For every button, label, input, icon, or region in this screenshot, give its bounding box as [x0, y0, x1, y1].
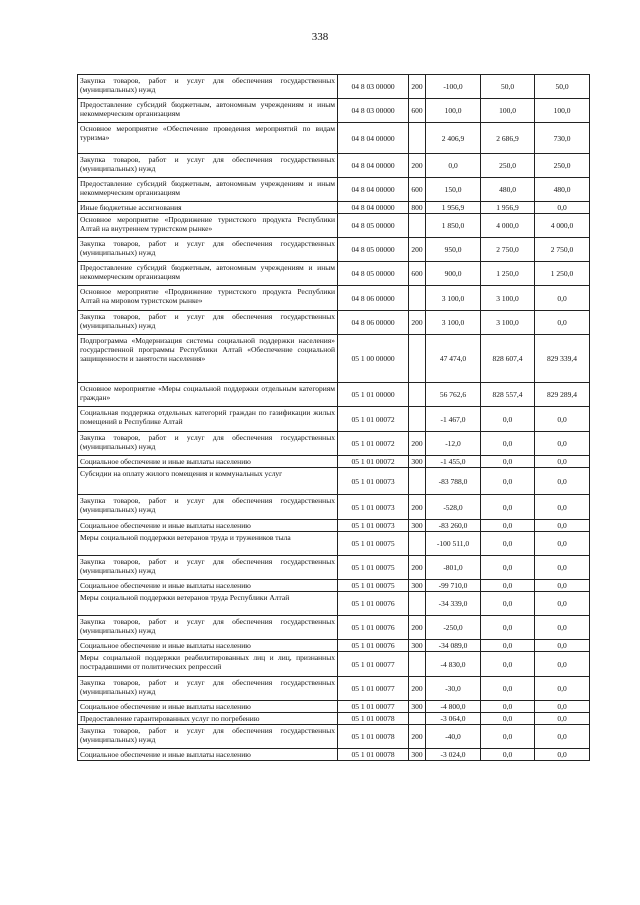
- expense-type: 200: [409, 677, 426, 701]
- amount-year-3: 0,0: [535, 456, 590, 468]
- target-code: 04 8 03 00000: [338, 75, 409, 99]
- table-row: [78, 311, 590, 335]
- row-name: Меры социальной поддержки ветеранов труда Республики Алтай: [78, 592, 338, 616]
- table-row: [78, 407, 590, 432]
- amount-year-1: -34 339,0: [426, 592, 481, 616]
- amount-year-3: 250,0: [535, 154, 590, 178]
- expense-type: 300: [409, 640, 426, 652]
- table-row: [78, 592, 590, 616]
- target-code: 05 1 00 00000: [338, 335, 409, 383]
- table-row: [78, 123, 590, 154]
- budget-table-body: [78, 75, 590, 761]
- target-code: 05 1 01 00000: [338, 383, 409, 407]
- amount-year-1: -3 064,0: [426, 713, 481, 725]
- expense-type: 600: [409, 262, 426, 286]
- amount-year-1: 1 956,9: [426, 202, 481, 214]
- amount-year-3: 50,0: [535, 75, 590, 99]
- table-row: [78, 495, 590, 520]
- table-row: [78, 532, 590, 556]
- amount-year-3: 0,0: [535, 713, 590, 725]
- target-code: 05 1 01 00075: [338, 532, 409, 556]
- row-name: Иные бюджетные ассигнования: [78, 202, 338, 214]
- table-row: [78, 749, 590, 761]
- row-name: Закупка товаров, работ и услуг для обеспечения государственных (муниципальных) нужд: [78, 75, 338, 99]
- amount-year-1: 150,0: [426, 178, 481, 202]
- expense-type: [409, 286, 426, 311]
- expense-type: [409, 652, 426, 677]
- table-row: [78, 652, 590, 677]
- amount-year-3: 0,0: [535, 202, 590, 214]
- amount-year-3: 0,0: [535, 725, 590, 749]
- amount-year-1: -528,0: [426, 495, 481, 520]
- row-name: Закупка товаров, работ и услуг для обеспечения государственных (муниципальных) нужд: [78, 556, 338, 580]
- amount-year-1: -99 710,0: [426, 580, 481, 592]
- amount-year-3: 0,0: [535, 580, 590, 592]
- amount-year-2: 2 750,0: [481, 238, 535, 262]
- amount-year-2: 1 956,9: [481, 202, 535, 214]
- amount-year-1: -801,0: [426, 556, 481, 580]
- expense-type: 200: [409, 154, 426, 178]
- expense-type: [409, 468, 426, 495]
- expense-type: 300: [409, 701, 426, 713]
- row-name: Основное мероприятие «Обеспечение проведения мероприятий по видам туризма»: [78, 123, 338, 154]
- target-code: 04 8 04 00000: [338, 178, 409, 202]
- amount-year-1: -4 800,0: [426, 701, 481, 713]
- amount-year-1: -40,0: [426, 725, 481, 749]
- amount-year-2: 2 686,9: [481, 123, 535, 154]
- amount-year-2: 0,0: [481, 677, 535, 701]
- amount-year-2: 0,0: [481, 456, 535, 468]
- amount-year-3: 1 250,0: [535, 262, 590, 286]
- expense-type: 300: [409, 456, 426, 468]
- target-code: 04 8 06 00000: [338, 311, 409, 335]
- amount-year-2: 50,0: [481, 75, 535, 99]
- amount-year-3: 0,0: [535, 532, 590, 556]
- amount-year-2: 0,0: [481, 616, 535, 640]
- expense-type: 200: [409, 238, 426, 262]
- row-name: Закупка товаров, работ и услуг для обеспечения государственных (муниципальных) нужд: [78, 677, 338, 701]
- amount-year-1: 1 850,0: [426, 214, 481, 238]
- amount-year-2: 828 607,4: [481, 335, 535, 383]
- expense-type: 200: [409, 432, 426, 456]
- expense-type: 200: [409, 311, 426, 335]
- amount-year-3: 0,0: [535, 468, 590, 495]
- table-row: [78, 677, 590, 701]
- target-code: 05 1 01 00078: [338, 713, 409, 725]
- target-code: 05 1 01 00078: [338, 725, 409, 749]
- amount-year-3: 0,0: [535, 749, 590, 761]
- amount-year-1: -12,0: [426, 432, 481, 456]
- table-row: [78, 286, 590, 311]
- amount-year-2: 3 100,0: [481, 311, 535, 335]
- table-row: [78, 214, 590, 238]
- amount-year-3: 829 339,4: [535, 335, 590, 383]
- amount-year-3: 0,0: [535, 640, 590, 652]
- table-row: [78, 456, 590, 468]
- amount-year-1: 2 406,9: [426, 123, 481, 154]
- expense-type: 300: [409, 580, 426, 592]
- table-row: [78, 713, 590, 725]
- amount-year-2: 0,0: [481, 468, 535, 495]
- row-name: Предоставление субсидий бюджетным, автономным учреждениям и иным некоммерческим организациям: [78, 178, 338, 202]
- amount-year-3: 0,0: [535, 520, 590, 532]
- expense-type: [409, 214, 426, 238]
- budget-table: [77, 74, 590, 761]
- amount-year-3: 0,0: [535, 556, 590, 580]
- target-code: 04 8 04 00000: [338, 202, 409, 214]
- amount-year-1: -100,0: [426, 75, 481, 99]
- amount-year-3: 0,0: [535, 616, 590, 640]
- amount-year-3: 0,0: [535, 592, 590, 616]
- target-code: 05 1 01 00078: [338, 749, 409, 761]
- table-row: [78, 725, 590, 749]
- table-row: [78, 238, 590, 262]
- amount-year-3: 0,0: [535, 677, 590, 701]
- row-name: Предоставление субсидий бюджетным, автономным учреждениям и иным некоммерческим организациям: [78, 262, 338, 286]
- amount-year-2: 100,0: [481, 99, 535, 123]
- expense-type: [409, 123, 426, 154]
- amount-year-2: 0,0: [481, 407, 535, 432]
- page-number: 338: [311, 31, 329, 43]
- amount-year-2: 0,0: [481, 725, 535, 749]
- target-code: 04 8 05 00000: [338, 238, 409, 262]
- row-name: Закупка товаров, работ и услуг для обеспечения государственных (муниципальных) нужд: [78, 495, 338, 520]
- amount-year-1: 100,0: [426, 99, 481, 123]
- amount-year-1: -1 467,0: [426, 407, 481, 432]
- table-row: [78, 556, 590, 580]
- amount-year-1: -4 830,0: [426, 652, 481, 677]
- row-name: Социальное обеспечение и иные выплаты населению: [78, 580, 338, 592]
- amount-year-2: 828 557,4: [481, 383, 535, 407]
- table-row: [78, 99, 590, 123]
- expense-type: 200: [409, 556, 426, 580]
- target-code: 05 1 01 00075: [338, 580, 409, 592]
- expense-type: 600: [409, 178, 426, 202]
- expense-type: [409, 532, 426, 556]
- row-name: Социальное обеспечение и иные выплаты населению: [78, 456, 338, 468]
- amount-year-2: 1 250,0: [481, 262, 535, 286]
- amount-year-1: -30,0: [426, 677, 481, 701]
- amount-year-2: 4 000,0: [481, 214, 535, 238]
- row-name: Основное мероприятие «Продвижение туристского продукта Республики Алтай на внутреннем туристском рынке»: [78, 214, 338, 238]
- amount-year-1: 56 762,6: [426, 383, 481, 407]
- amount-year-2: 0,0: [481, 520, 535, 532]
- table-row: [78, 640, 590, 652]
- amount-year-1: 0,0: [426, 154, 481, 178]
- row-name: Закупка товаров, работ и услуг для обеспечения государственных (муниципальных) нужд: [78, 311, 338, 335]
- amount-year-3: 0,0: [535, 701, 590, 713]
- target-code: 05 1 01 00076: [338, 592, 409, 616]
- amount-year-1: 47 474,0: [426, 335, 481, 383]
- row-name: Закупка товаров, работ и услуг для обеспечения государственных (муниципальных) нужд: [78, 432, 338, 456]
- table-row: [78, 202, 590, 214]
- row-name: Меры социальной поддержки реабилитированных лиц и лиц, признанных пострадавшими от политических репрессий: [78, 652, 338, 677]
- amount-year-1: 900,0: [426, 262, 481, 286]
- target-code: 05 1 01 00073: [338, 520, 409, 532]
- amount-year-1: 3 100,0: [426, 286, 481, 311]
- amount-year-3: 0,0: [535, 286, 590, 311]
- table-row: [78, 178, 590, 202]
- amount-year-3: 480,0: [535, 178, 590, 202]
- target-code: 05 1 01 00072: [338, 407, 409, 432]
- table-row: [78, 580, 590, 592]
- row-name: Социальное обеспечение и иные выплаты населению: [78, 701, 338, 713]
- row-name: Меры социальной поддержки ветеранов труда и тружеников тыла: [78, 532, 338, 556]
- amount-year-2: 0,0: [481, 495, 535, 520]
- amount-year-2: 0,0: [481, 432, 535, 456]
- amount-year-1: -250,0: [426, 616, 481, 640]
- amount-year-1: -83 788,0: [426, 468, 481, 495]
- amount-year-2: 0,0: [481, 532, 535, 556]
- target-code: 04 8 06 00000: [338, 286, 409, 311]
- expense-type: [409, 335, 426, 383]
- row-name: Закупка товаров, работ и услуг для обеспечения государственных (муниципальных) нужд: [78, 725, 338, 749]
- amount-year-2: 250,0: [481, 154, 535, 178]
- row-name: Предоставление гарантированных услуг по погребению: [78, 713, 338, 725]
- row-name: Подпрограмма «Модернизация системы социальной поддержки населения» государственной программы Республики Алтай «Обеспечение социальной защищенности и занятости населения»: [78, 335, 338, 383]
- amount-year-2: 0,0: [481, 701, 535, 713]
- amount-year-3: 4 000,0: [535, 214, 590, 238]
- expense-type: [409, 713, 426, 725]
- amount-year-3: 730,0: [535, 123, 590, 154]
- expense-type: 200: [409, 616, 426, 640]
- amount-year-1: -100 511,0: [426, 532, 481, 556]
- table-row: [78, 154, 590, 178]
- target-code: 04 8 05 00000: [338, 214, 409, 238]
- expense-type: [409, 592, 426, 616]
- target-code: 05 1 01 00077: [338, 652, 409, 677]
- amount-year-1: -34 089,0: [426, 640, 481, 652]
- amount-year-3: 0,0: [535, 495, 590, 520]
- target-code: 04 8 04 00000: [338, 123, 409, 154]
- amount-year-3: 0,0: [535, 652, 590, 677]
- amount-year-2: 0,0: [481, 652, 535, 677]
- table-row: [78, 432, 590, 456]
- target-code: 05 1 01 00073: [338, 495, 409, 520]
- row-name: Социальная поддержка отдельных категорий граждан по газификации жилых помещений в Республике Алтай: [78, 407, 338, 432]
- amount-year-3: 829 289,4: [535, 383, 590, 407]
- amount-year-1: -3 024,0: [426, 749, 481, 761]
- amount-year-3: 0,0: [535, 432, 590, 456]
- amount-year-2: 0,0: [481, 713, 535, 725]
- amount-year-2: 0,0: [481, 640, 535, 652]
- amount-year-1: 3 100,0: [426, 311, 481, 335]
- target-code: 05 1 01 00076: [338, 640, 409, 652]
- target-code: 04 8 05 00000: [338, 262, 409, 286]
- target-code: 05 1 01 00075: [338, 556, 409, 580]
- table-row: [78, 468, 590, 495]
- target-code: 05 1 01 00076: [338, 616, 409, 640]
- row-name: Основное мероприятие «Меры социальной поддержки отдельным категориям граждан»: [78, 383, 338, 407]
- amount-year-2: 480,0: [481, 178, 535, 202]
- table-row: [78, 335, 590, 383]
- amount-year-3: 100,0: [535, 99, 590, 123]
- row-name: Закупка товаров, работ и услуг для обеспечения государственных (муниципальных) нужд: [78, 154, 338, 178]
- table-row: [78, 75, 590, 99]
- row-name: Основное мероприятие «Продвижение туристского продукта Республики Алтай на мировом туристском рынке»: [78, 286, 338, 311]
- expense-type: 600: [409, 99, 426, 123]
- target-code: 05 1 01 00077: [338, 701, 409, 713]
- amount-year-2: 0,0: [481, 580, 535, 592]
- table-row: [78, 520, 590, 532]
- row-name: Субсидии на оплату жилого помещения и коммунальных услуг: [78, 468, 338, 495]
- amount-year-1: 950,0: [426, 238, 481, 262]
- amount-year-2: 0,0: [481, 749, 535, 761]
- expense-type: [409, 383, 426, 407]
- table-row: [78, 262, 590, 286]
- expense-type: 800: [409, 202, 426, 214]
- expense-type: 200: [409, 495, 426, 520]
- expense-type: 300: [409, 749, 426, 761]
- row-name: Социальное обеспечение и иные выплаты населению: [78, 520, 338, 532]
- row-name: Социальное обеспечение и иные выплаты населению: [78, 640, 338, 652]
- amount-year-3: 0,0: [535, 407, 590, 432]
- target-code: 05 1 01 00073: [338, 468, 409, 495]
- expense-type: [409, 407, 426, 432]
- amount-year-3: 2 750,0: [535, 238, 590, 262]
- target-code: 04 8 04 00000: [338, 154, 409, 178]
- table-row: [78, 616, 590, 640]
- target-code: 05 1 01 00077: [338, 677, 409, 701]
- expense-type: 200: [409, 75, 426, 99]
- amount-year-2: 0,0: [481, 556, 535, 580]
- amount-year-2: 3 100,0: [481, 286, 535, 311]
- expense-type: 200: [409, 725, 426, 749]
- table-row: [78, 701, 590, 713]
- table-row: [78, 383, 590, 407]
- amount-year-3: 0,0: [535, 311, 590, 335]
- amount-year-1: -83 260,0: [426, 520, 481, 532]
- expense-type: 300: [409, 520, 426, 532]
- target-code: 04 8 03 00000: [338, 99, 409, 123]
- row-name: Закупка товаров, работ и услуг для обеспечения государственных (муниципальных) нужд: [78, 616, 338, 640]
- row-name: Предоставление субсидий бюджетным, автономным учреждениям и иным некоммерческим организациям: [78, 99, 338, 123]
- target-code: 05 1 01 00072: [338, 456, 409, 468]
- target-code: 05 1 01 00072: [338, 432, 409, 456]
- row-name: Закупка товаров, работ и услуг для обеспечения государственных (муниципальных) нужд: [78, 238, 338, 262]
- amount-year-2: 0,0: [481, 592, 535, 616]
- amount-year-1: -1 455,0: [426, 456, 481, 468]
- row-name: Социальное обеспечение и иные выплаты населению: [78, 749, 338, 761]
